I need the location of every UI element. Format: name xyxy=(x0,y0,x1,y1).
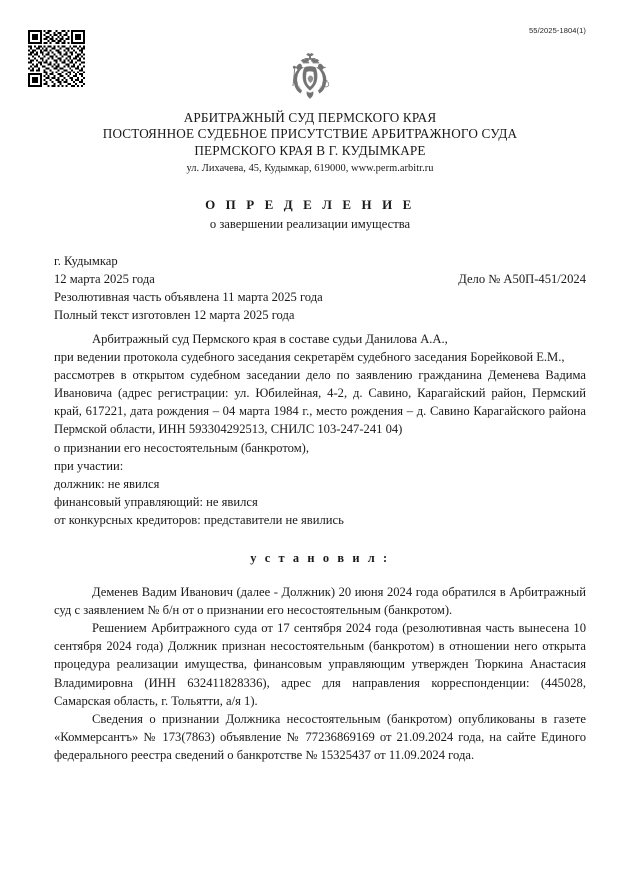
established-paragraph-2: Решением Арбитражного суда от 17 сентября 2024 года (резолютивная часть вынесена 10 сентября 2024 года) Должник признан несостоятельным (банкротом) в отношении него открыта процедура реализации имущества, финансовым управляющим утвержден Тюркина Анастасия Владимировна (ИНН 632411828336), адрес для направления корреспонденции: (445028, Самарская область, г. Тольятти, а/я 1). xyxy=(54,621,586,708)
participant-debtor: должник: не явился xyxy=(54,476,160,491)
established-paragraph-3: Сведения о признании Должника несостоятельным (банкротом) опубликованы в газете «Коммерсантъ» № 173(7863) объявление № 77236869169 от 21.09.2024 года, на сайте Единого федерального реестра сведений о банкротстве № 15325437 от 11.09.2024 года. xyxy=(54,711,586,762)
spacer xyxy=(54,567,586,583)
court-composition-paragraph: Арбитражный суд Пермского края в составе судьи Данилова А.А., xyxy=(92,332,448,346)
participants-heading: при участии: xyxy=(54,458,124,473)
court-name-line-3: ПЕРМСКОГО КРАЯ В Г. КУДЫМКАРЕ xyxy=(194,142,426,158)
court-name-line-1: АРБИТРАЖНЫЙ СУД ПЕРМСКОГО КРАЯ xyxy=(183,110,437,125)
meta-date-row xyxy=(54,270,586,288)
court-name-line-2: ПОСТОЯННОЕ СУДЕБНОЕ ПРИСУТСТВИЕ АРБИТРАЖНОГО СУДА xyxy=(102,126,518,142)
participant-financial-manager: финансовый управляющий: не явился xyxy=(54,494,258,509)
court-heading xyxy=(0,110,620,176)
document-body xyxy=(54,330,586,764)
city-label: г. Кудымкар xyxy=(54,254,118,268)
document-subject: о завершении реализации имущества xyxy=(209,217,411,231)
case-purpose-paragraph: о признании его несостоятельным (банкротом), xyxy=(54,440,310,455)
case-subject-paragraph: рассмотрев в открытом судебном заседании дело по заявлению гражданина Деменева Вадима Ивановича (адрес регистрации: ул. Юбилейная, 4-2, д. Савино, Карагайский район, Пермский край, 617221, дата рождения – 04 марта 1984 г., место рождения – д. Савино Карагайского района Пермской области, ИНН 593304292513, СНИЛС 103-247-241 04) xyxy=(54,368,586,437)
operative-part-date: Резолютивная часть объявлена 11 марта 2025 года xyxy=(54,290,323,304)
established-heading: у с т а н о в и л : xyxy=(250,551,390,566)
document-meta xyxy=(54,252,586,324)
emblem-container xyxy=(0,52,620,104)
full-text-date: Полный текст изготовлен 12 марта 2025 года xyxy=(54,308,295,322)
court-address: ул. Лихачева, 45, Кудымкар, 619000, www.perm.arbitr.ru xyxy=(186,163,434,175)
participant-creditors: от конкурсных кредиторов: представители не явились xyxy=(54,512,344,527)
secretary-paragraph: при ведении протокола судебного заседания секретарём судебного заседания Борейковой Е.М., xyxy=(54,350,565,365)
case-number: Дело № А50П-451/2024 xyxy=(458,272,586,286)
russian-coat-of-arms-icon xyxy=(287,52,333,104)
document-type-title: О П Р Е Д Е Л Е Н И Е xyxy=(205,197,415,212)
document-date: 12 марта 2025 года xyxy=(54,272,155,286)
established-paragraph-1: Деменев Вадим Иванович (далее - Должник) 20 июня 2024 года обратился в Арбитражный суд с заявлением № б/н от о признании его несостоятельным (банкротом). xyxy=(54,585,586,618)
document-reference-number: 55/2025-1804(1) xyxy=(529,26,586,35)
meta-city-row xyxy=(54,252,586,270)
decree-heading xyxy=(0,196,620,233)
